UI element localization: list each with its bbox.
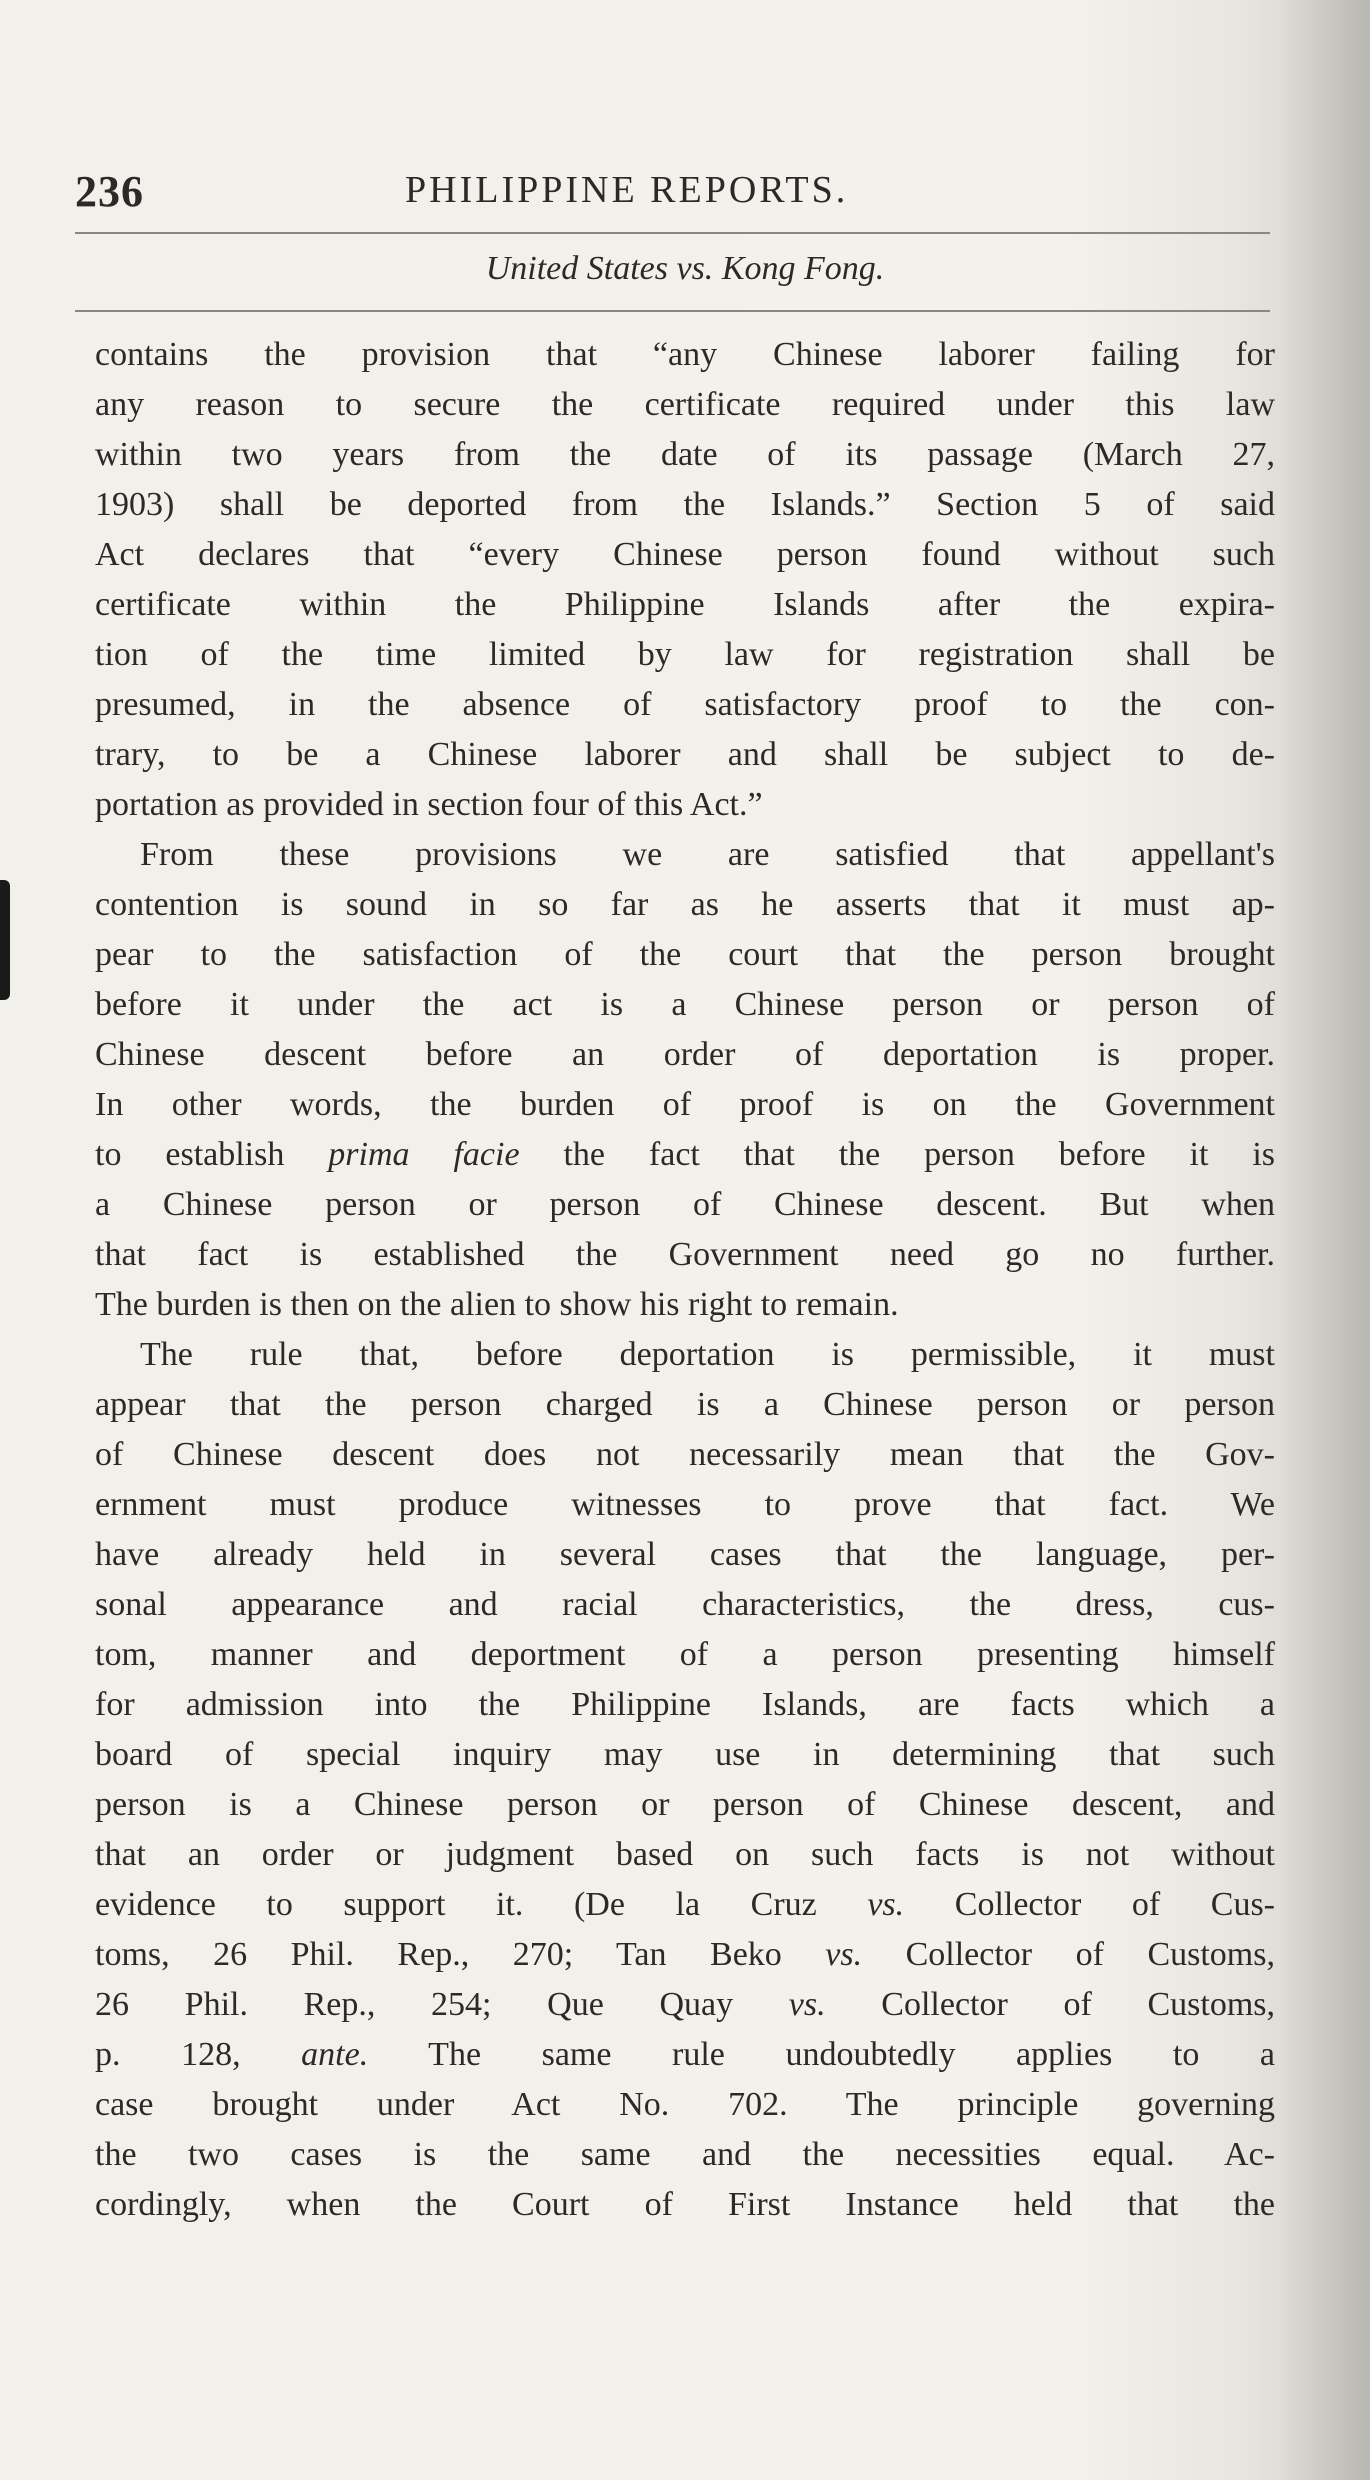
text-line: pear to the satisfaction of the court that the person brought (95, 936, 1275, 973)
text-line: Chinese descent before an order of deportation is proper. (95, 1036, 1275, 1073)
text-fragment: evidence to support it. (De la Cruz (95, 1886, 817, 1923)
page-header (75, 158, 1265, 218)
text-line: cordingly, when the Court of First Instance held that the (95, 2186, 1275, 2223)
text-line: 1903) shall be deported from the Islands.” Section 5 of said (95, 486, 1275, 523)
text-line (95, 1980, 1275, 2030)
text-fragment: p. 128, (95, 2036, 241, 2073)
text-line: the two cases is the same and the necessities equal. Ac- (95, 2136, 1275, 2173)
italic-ante: ante. (301, 2036, 369, 2073)
text-line: have already held in several cases that the language, per- (95, 1536, 1275, 1573)
text-line: portation as provided in section four of this Act.” (95, 786, 763, 823)
text-line: In other words, the burden of proof is on the Government (95, 1086, 1275, 1123)
text-line: person is a Chinese person or person of Chinese descent, and (95, 1786, 1275, 1823)
page-edge-shadow (1280, 0, 1370, 2480)
text-line: trary, to be a Chinese laborer and shall be subject to de- (95, 736, 1275, 773)
italic-term: prima facie (328, 1136, 520, 1173)
text-line: before it under the act is a Chinese person or person of (95, 986, 1275, 1023)
text-line: sonal appearance and racial characteristics, the dress, cus- (95, 1586, 1275, 1623)
case-title-rule (75, 310, 1270, 312)
binding-mark (0, 880, 10, 1000)
text-line (95, 1880, 1275, 1930)
text-line: The rule that, before deportation is permissible, it must (140, 1336, 1275, 1373)
text-line: of Chinese descent does not necessarily mean that the Gov- (95, 1436, 1275, 1473)
case-plaintiff: United States (485, 250, 668, 287)
text-line: tion of the time limited by law for registration shall be (95, 636, 1275, 673)
case-vs: vs. (676, 250, 714, 287)
paragraph-1 (95, 330, 1275, 830)
italic-vs: vs. (788, 1986, 826, 2023)
text-line: appear that the person charged is a Chinese person or person (95, 1386, 1275, 1423)
text-line: that fact is established the Government need go no further. (95, 1236, 1275, 1273)
text-line: a Chinese person or person of Chinese descent. But when (95, 1186, 1275, 1223)
text-line: certificate within the Philippine Islands after the expira- (95, 586, 1275, 623)
text-fragment: to establish (95, 1136, 285, 1173)
body-text (95, 330, 1275, 2230)
text-line: ernment must produce witnesses to prove that fact. We (95, 1486, 1275, 1523)
text-line: From these provisions we are satisfied that appellant's (140, 836, 1275, 873)
paragraph-2 (95, 830, 1275, 1330)
header-rule (75, 232, 1270, 234)
text-fragment: toms, 26 Phil. Rep., 270; Tan Beko (95, 1936, 782, 1973)
text-fragment: Collector of Customs, (905, 1936, 1275, 1973)
text-line: Act declares that “every Chinese person found without such (95, 536, 1275, 573)
running-head: PHILIPPINE REPORTS. (405, 169, 849, 211)
text-fragment: 26 Phil. Rep., 254; Que Quay (95, 1986, 734, 2023)
text-fragment: The same rule undoubtedly applies to a (428, 2036, 1276, 2073)
text-line: The burden is then on the alien to show his right to remain. (95, 1286, 899, 1323)
case-title (0, 250, 1370, 288)
italic-vs: vs. (867, 1886, 905, 1923)
text-line: any reason to secure the certificate required under this law (95, 386, 1275, 423)
page-number: 236 (75, 167, 144, 216)
text-line: tom, manner and deportment of a person presenting himself (95, 1636, 1275, 1673)
text-line: within two years from the date of its passage (March 27, (95, 436, 1275, 473)
text-fragment: Collector of Cus- (954, 1886, 1276, 1923)
text-line: for admission into the Philippine Islands, are facts which a (95, 1686, 1275, 1723)
text-line: contains the provision that “any Chinese laborer failing for (95, 336, 1275, 373)
paragraph-3 (95, 1330, 1275, 2230)
text-line: presumed, in the absence of satisfactory proof to the con- (95, 686, 1275, 723)
text-fragment: the fact that the person before it is (563, 1136, 1276, 1173)
text-fragment: Collector of Customs, (881, 1986, 1275, 2023)
text-line: that an order or judgment based on such facts is not without (95, 1836, 1275, 1873)
text-line: contention is sound in so far as he asserts that it must ap- (95, 886, 1275, 923)
case-defendant: Kong Fong. (721, 250, 885, 287)
text-line (95, 1930, 1275, 1980)
text-line: board of special inquiry may use in determining that such (95, 1736, 1275, 1773)
italic-vs: vs. (825, 1936, 863, 1973)
text-line: case brought under Act No. 702. The principle governing (95, 2086, 1275, 2123)
text-line (95, 1130, 1275, 1180)
text-line (95, 2030, 1275, 2080)
